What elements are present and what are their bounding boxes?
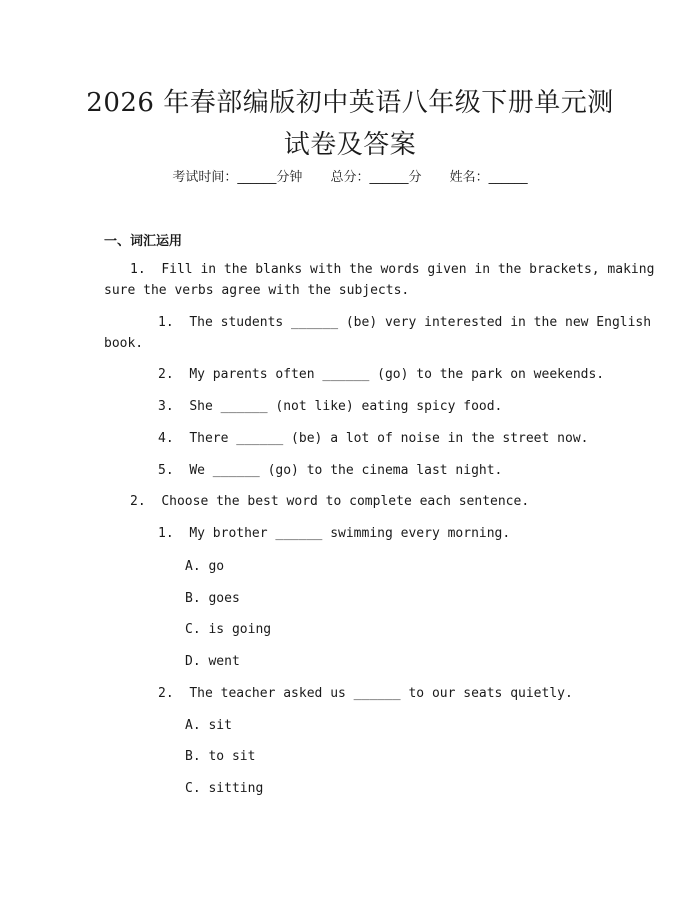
option-b: B. goes (185, 591, 240, 606)
question-number: 2. (130, 494, 146, 509)
exam-meta (0, 169, 700, 187)
list-item (158, 396, 502, 417)
item-text: The students ______ (be) very interested in the new English (189, 315, 652, 330)
option-a: A. go (185, 559, 225, 574)
item-number: 2. (158, 367, 174, 382)
item-number: 4. (158, 431, 174, 446)
option-a: A. sit (185, 718, 232, 733)
list-item (158, 364, 604, 385)
list-item (158, 460, 502, 481)
option-b: B. to sit (185, 749, 256, 764)
list-item (158, 523, 510, 544)
option-d: D. went (185, 654, 240, 669)
option-c: C. is going (185, 622, 272, 637)
list-item (158, 683, 573, 704)
student-name: 姓名：______ (449, 170, 528, 185)
item-text: The teacher asked us ______ to our seats quietly. (189, 686, 573, 701)
list-item (158, 312, 651, 333)
question-1-continued: sure the verbs agree with the subjects. (104, 283, 410, 298)
list-item-continued: book. (104, 336, 144, 351)
item-text: There ______ (be) a lot of noise in the street now. (189, 431, 589, 446)
item-text: My parents often ______ (go) to the park on weekends. (189, 367, 605, 382)
question-text: Choose the best word to complete each sentence. (161, 494, 530, 509)
exam-time: 考试时间：______分钟 (172, 170, 303, 185)
item-number: 3. (158, 399, 174, 414)
item-text: We ______ (go) to the cinema last night. (189, 463, 503, 478)
item-text: My brother ______ swimming every morning. (189, 526, 511, 541)
document-title (40, 82, 660, 166)
question-text: Fill in the blanks with the words given in the brackets, making (161, 262, 655, 277)
item-text: She ______ (not like) eating spicy food. (189, 399, 503, 414)
question-1 (130, 259, 654, 280)
list-item (158, 428, 588, 449)
item-number: 5. (158, 463, 174, 478)
title-line-2: 试卷及答案 (283, 130, 417, 160)
title-line-1: 2026 年春部编版初中英语八年级下册单元测 (86, 88, 614, 118)
question-number: 1. (130, 262, 146, 277)
section-heading: 一、词汇运用 (104, 234, 183, 249)
option-c: C. sitting (185, 781, 264, 796)
item-number: 2. (158, 686, 174, 701)
item-number: 1. (158, 526, 174, 541)
item-number: 1. (158, 315, 174, 330)
question-2 (130, 491, 529, 512)
total-score: 总分：______分 (330, 170, 422, 185)
